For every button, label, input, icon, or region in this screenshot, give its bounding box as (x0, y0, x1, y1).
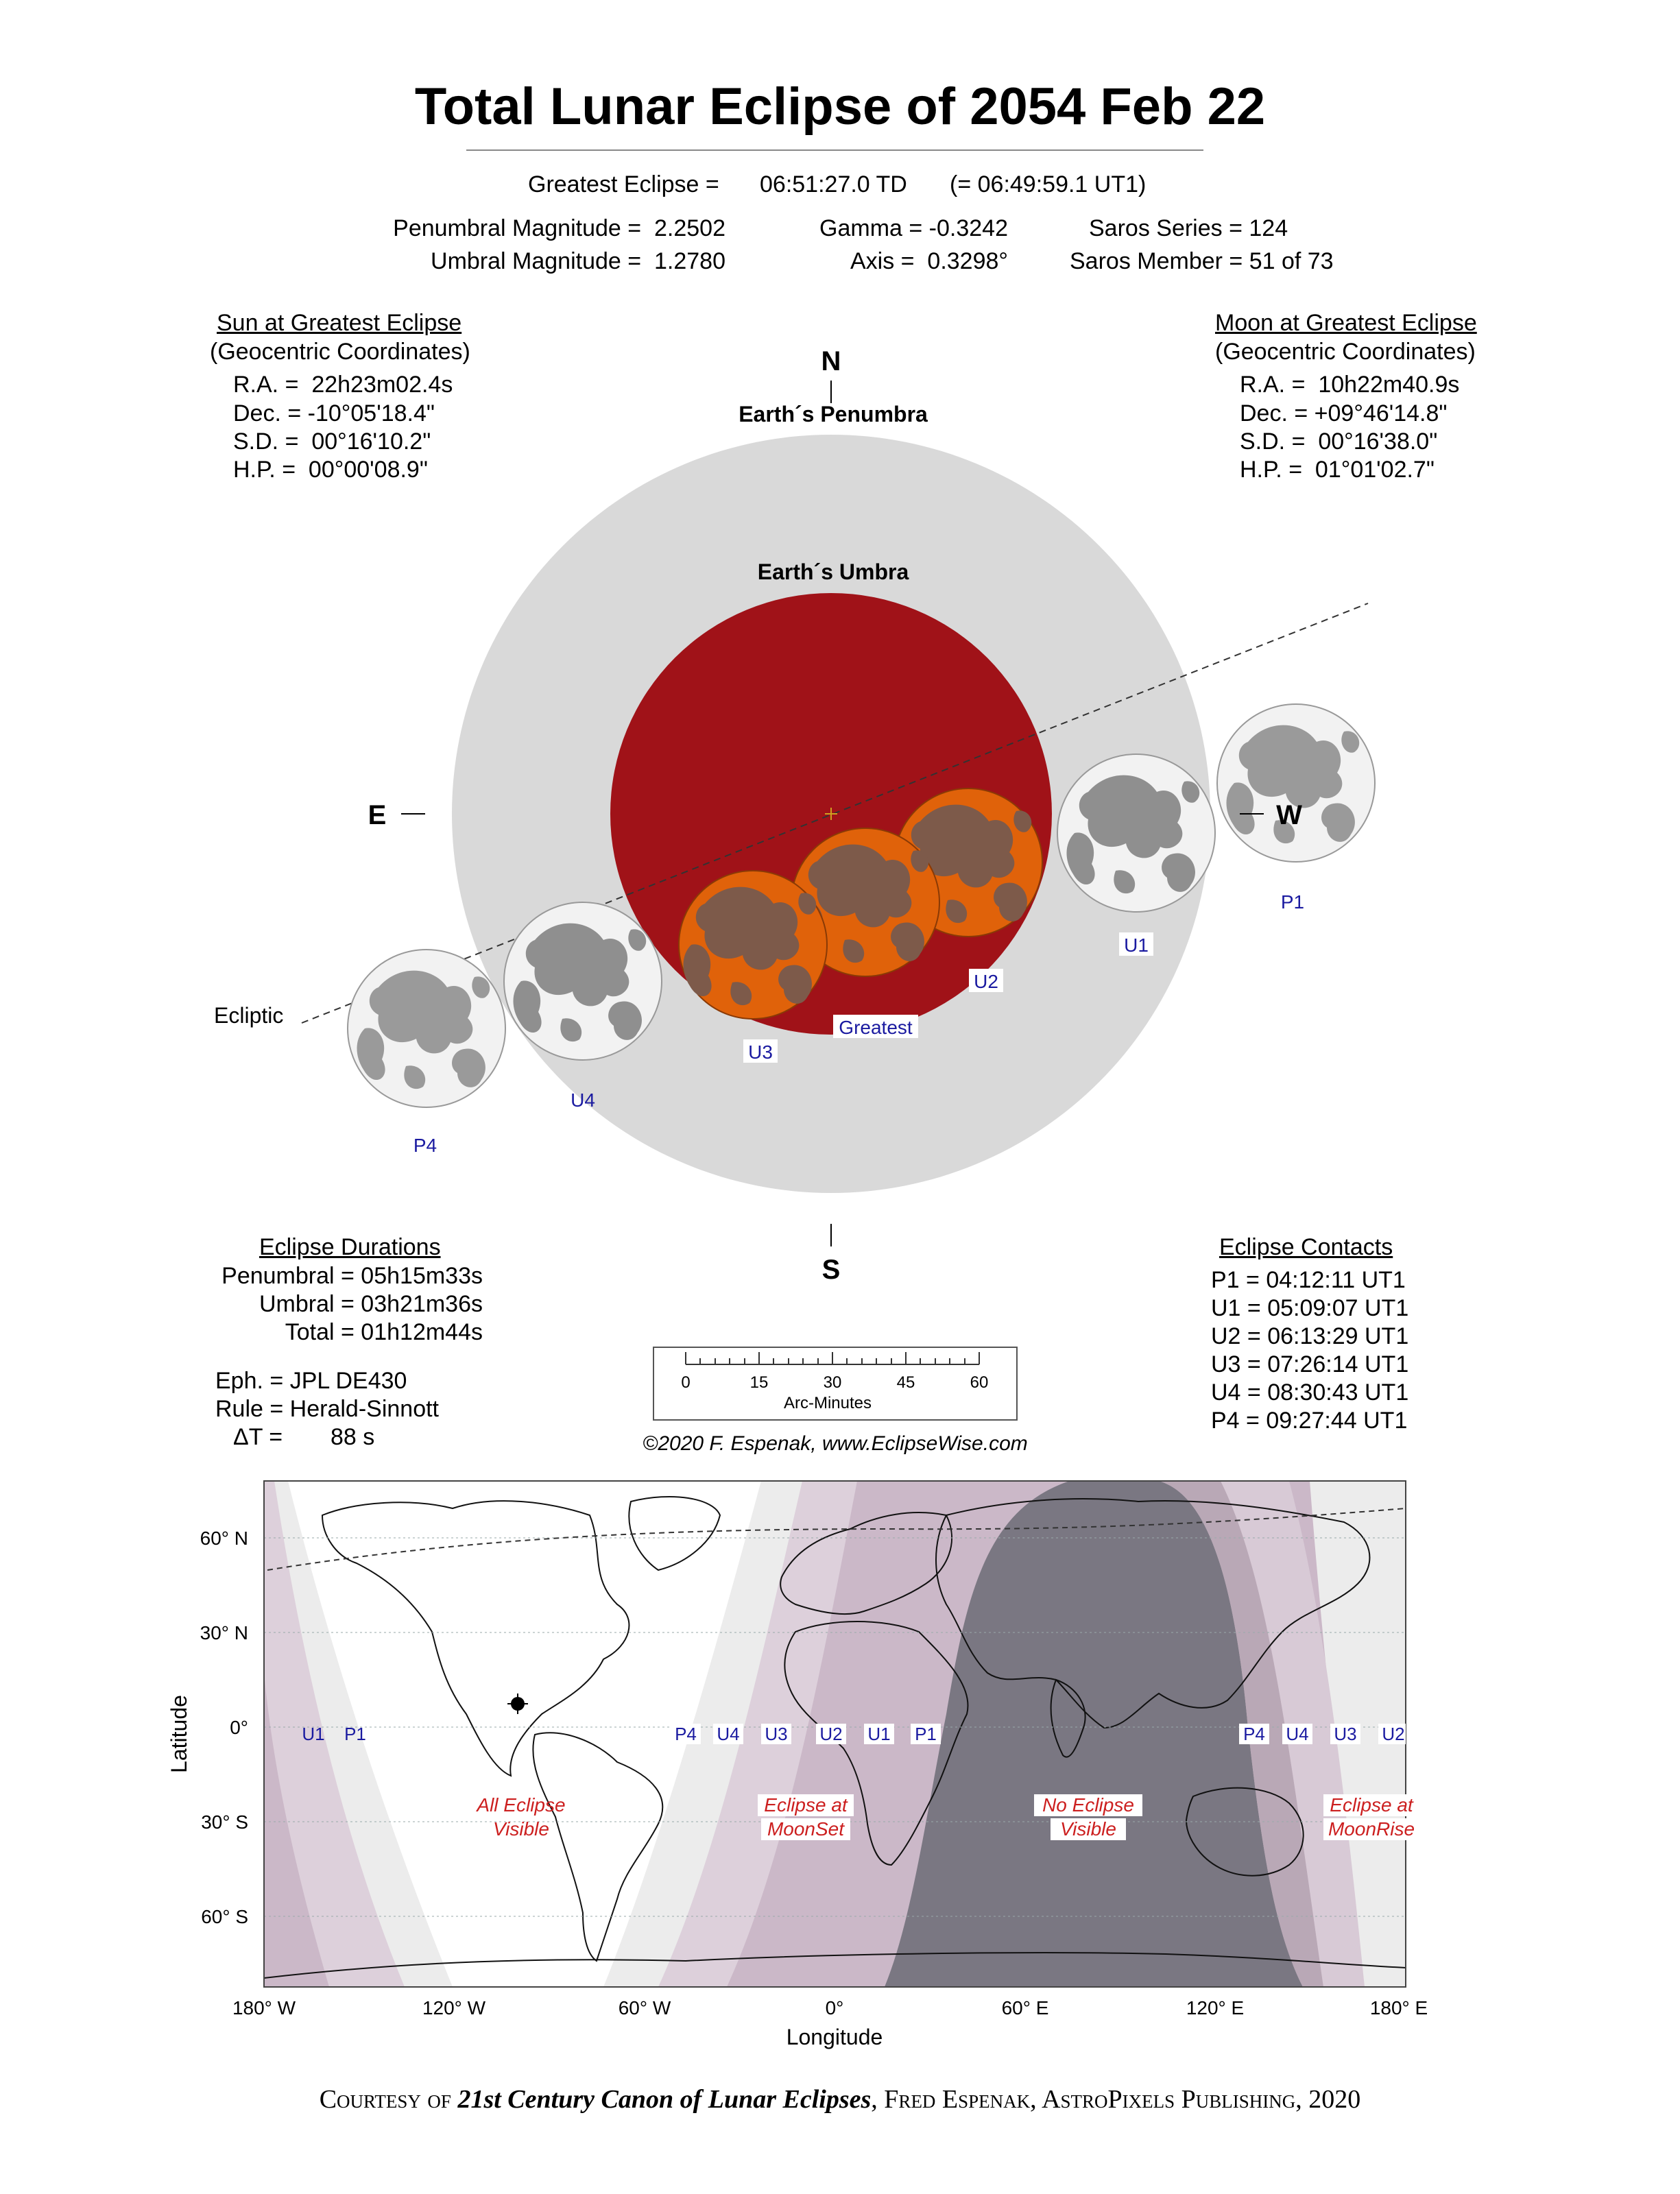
contact-p1: P1 = 04:12:11 UT1 (1211, 1267, 1406, 1293)
scale-label: Arc-Minutes (783, 1394, 872, 1412)
sun-ra: R.A. = 22h23m02.4s (233, 372, 453, 398)
delta-t-label: ΔT = (233, 1424, 283, 1450)
scale-tick-30: 30 (823, 1373, 842, 1392)
contact-u1: U1 = 05:09:07 UT1 (1211, 1295, 1409, 1321)
footer-book-title: 21st Century Canon of Lunar Eclipses (457, 2085, 872, 2114)
label-p4: P4 (413, 1135, 437, 1156)
region-all-visible-line1: All Eclipse (477, 1794, 566, 1816)
moon-subheading: (Geocentric Coordinates) (1215, 339, 1476, 365)
duration-umbral: Umbral = 03h21m36s (259, 1291, 483, 1317)
map-label-u4-mid: U4 (717, 1724, 740, 1744)
page-title: Total Lunar Eclipse of 2054 Feb 22 (414, 77, 1266, 136)
lat-tick-60n: 60° N (200, 1528, 248, 1549)
delta-t-value: 88 s (331, 1424, 375, 1450)
map-label-u1-left: U1 (302, 1724, 325, 1744)
contacts-heading: Eclipse Contacts (1219, 1234, 1393, 1260)
map-label-p1-mid: P1 (915, 1724, 937, 1744)
sun-subheading: (Geocentric Coordinates) (210, 339, 470, 365)
region-moonrise-line2: MoonRise (1328, 1818, 1415, 1840)
sun-sd: S.D. = 00°16'10.2" (233, 429, 431, 455)
map-label-p4-mid: P4 (675, 1724, 697, 1744)
moon-hp: H.P. = 01°01'02.7" (1240, 457, 1435, 483)
lon-tick-60e: 60° E (1001, 1997, 1049, 2018)
north-label: N (821, 346, 841, 376)
contact-u2: U2 = 06:13:29 UT1 (1211, 1323, 1409, 1349)
duration-total: Total = 01h12m44s (285, 1319, 483, 1345)
map-label-p4-right: P4 (1243, 1724, 1265, 1744)
sun-dec: Dec. = -10°05'18.4" (233, 400, 435, 426)
map-label-u2-right: U2 (1382, 1724, 1405, 1744)
moon-p1 (1217, 704, 1375, 862)
lon-tick-60w: 60° W (618, 1997, 671, 2018)
ephemeris: Eph. = JPL DE430 (215, 1368, 407, 1394)
south-label: S (821, 1255, 841, 1285)
map-xlabel: Longitude (786, 2025, 883, 2049)
label-u1: U1 (1124, 935, 1149, 956)
penumbra-label: Earth´s Penumbra (739, 402, 928, 426)
region-moonrise-line1: Eclipse at (1330, 1794, 1413, 1816)
greatest-eclipse-ut1: (= 06:49:59.1 UT1) (950, 171, 1147, 197)
ecliptic-label: Ecliptic (214, 1003, 284, 1028)
lat-tick-60s: 60° S (201, 1906, 248, 1927)
scale-tick-60: 60 (970, 1373, 989, 1392)
west-label: W (1276, 800, 1302, 830)
scale-tick-45: 45 (896, 1373, 915, 1392)
contact-u4: U4 = 08:30:43 UT1 (1211, 1379, 1409, 1406)
moon-u3 (679, 871, 827, 1019)
sun-hp: H.P. = 00°00'08.9" (233, 457, 428, 483)
footer-author: , Fred Espenak, AstroPixels Publishing, 2020 (871, 2085, 1361, 2114)
lat-tick-30s: 30° S (201, 1811, 248, 1833)
map-label-u3-mid: U3 (765, 1724, 788, 1744)
region-all-visible-line2: Visible (493, 1818, 549, 1840)
label-u2: U2 (974, 971, 998, 992)
sun-heading: Sun at Greatest Eclipse (217, 310, 462, 336)
penumbral-magnitude: Penumbral Magnitude = 2.2502 (393, 215, 725, 241)
duration-penumbral: Penumbral = 05h15m33s (221, 1263, 483, 1289)
map-label-u2-mid: U2 (819, 1724, 843, 1744)
lon-tick-0: 0° (825, 1997, 844, 2018)
moon-heading: Moon at Greatest Eclipse (1215, 310, 1477, 336)
greatest-eclipse-label: Greatest Eclipse = (528, 171, 719, 197)
moon-p4 (348, 950, 505, 1107)
lon-tick-120e: 120° E (1186, 1997, 1245, 2018)
scale-tick-15: 15 (749, 1373, 769, 1392)
label-u3: U3 (748, 1041, 773, 1063)
umbra-label: Earth´s Umbra (757, 559, 909, 584)
region-no-eclipse-line2: Visible (1060, 1818, 1116, 1840)
map-label-p1-left: P1 (344, 1724, 366, 1744)
region-moonset-line1: Eclipse at (764, 1794, 848, 1816)
copyright: ©2020 F. Espenak, www.EclipseWise.com (643, 1432, 1028, 1455)
map-ylabel: Latitude (167, 1695, 191, 1773)
moon-u4 (504, 902, 662, 1060)
umbral-magnitude: Umbral Magnitude = 1.2780 (431, 248, 725, 274)
lat-tick-0: 0° (230, 1717, 248, 1738)
moon-ra: R.A. = 10h22m40.9s (1240, 372, 1460, 398)
lon-tick-180w: 180° W (232, 1997, 296, 2018)
scale-tick-0: 0 (681, 1373, 691, 1392)
footer-credit (0, 2084, 1680, 2114)
label-p1: P1 (1280, 891, 1305, 913)
contact-p4: P4 = 09:27:44 UT1 (1211, 1408, 1408, 1434)
saros-member: Saros Member = 51 of 73 (1070, 248, 1334, 274)
saros-series: Saros Series = 124 (1089, 215, 1288, 241)
moon-sd: S.D. = 00°16'38.0" (1240, 429, 1438, 455)
axis-value: Axis = 0.3298° (850, 248, 1008, 274)
lat-tick-30n: 30° N (200, 1622, 248, 1643)
map-label-u4-right: U4 (1286, 1724, 1309, 1744)
region-moonset-line2: MoonSet (767, 1818, 845, 1840)
lon-tick-120w: 120° W (422, 1997, 486, 2018)
durations-heading: Eclipse Durations (259, 1234, 441, 1260)
east-label: E (368, 800, 387, 830)
map-label-u1-mid: U1 (867, 1724, 891, 1744)
gamma-value: Gamma = -0.3242 (819, 215, 1008, 241)
rule: Rule = Herald-Sinnott (215, 1396, 440, 1422)
moon-u1 (1057, 754, 1215, 912)
label-u4: U4 (571, 1089, 595, 1111)
region-no-eclipse-line1: No Eclipse (1042, 1794, 1134, 1816)
map-label-u3-right: U3 (1334, 1724, 1357, 1744)
moon-dec: Dec. = +09°46'14.8" (1240, 400, 1448, 426)
lon-tick-180e: 180° E (1369, 1997, 1428, 2018)
contact-u3: U3 = 07:26:14 UT1 (1211, 1351, 1409, 1377)
footer-courtesy: Courtesy of (319, 2085, 451, 2114)
label-greatest: Greatest (839, 1017, 913, 1038)
greatest-eclipse-td: 06:51:27.0 TD (760, 171, 907, 197)
